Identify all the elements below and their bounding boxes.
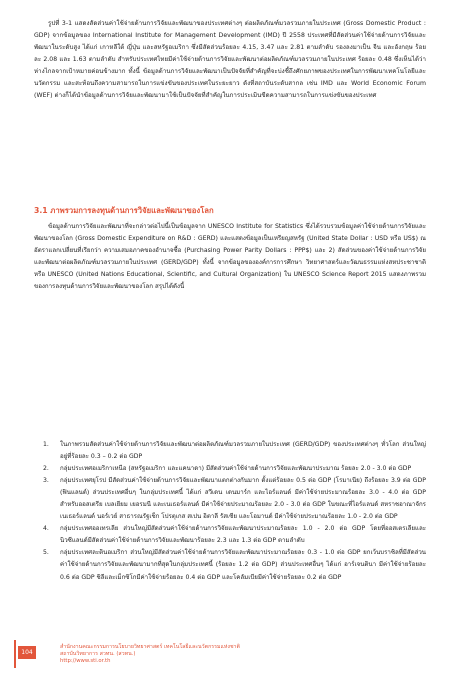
- footer-line-1: สำนักงานคณะกรรมการนโยบายวิทยาศาสตร์ เทคโนโลยีและนวัตกรรมแห่งชาติ: [60, 644, 240, 650]
- list-item: [34, 523, 426, 547]
- section-paragraph: ข้อมูลด้านการวิจัยและพัฒนาที่จะกล่าวต่อไปนี้เป็นข้อมูลจาก UNESCO Institute for Statistics ซึ่งได้รวบรวมข้อมูลค่าใช้จ่ายด้านการวิจัยและพัฒนาของโลก (Gross Domestic Expenditure on R&D : GERD) และแสดงข้อมูลเป็นเหรียญสหรัฐ (United State Dollar : USD หรือ US$) ณ อัตราแลกเปลี่ยนที่เรียกว่า ความเสมอภาคของอำนาจซื้อ (Purchasing Power Parity Dollars : PPP$) และ 2) สัดส่วนของค่าใช้จ่ายด้านการวิจัยและพัฒนาต่อผลิตภัณฑ์มวลรวมภายในประเทศ (GERD/GDP) ทั้งนี้ จากข้อมูลขององค์การการศึกษา วิทยาศาสตร์และวัฒนธรรมแห่งสหประชาชาติ หรือ UNESCO (United Nations Educational, Scientific, and Cultural Organization) ใน UNESCO Science Report 2015 แสดงภาพรวมของการลงทุนด้านการวิจัยและพัฒนาของโลก สรุปได้ดังนี้: [34, 223, 426, 291]
- intro-section: [34, 18, 426, 102]
- list-item-number: 4.: [43, 525, 49, 533]
- findings-list: [34, 439, 426, 584]
- list-item-number: 1.: [43, 441, 49, 448]
- list-item-text: ในภาพรวมสัดส่วนค่าใช้จ่ายด้านการวิจัยและพัฒนาต่อผลิตภัณฑ์มวลรวมภายในประเทศ (GERD/GDP) ของประเทศต่างๆ ทั่วโลก ส่วนใหญ่อยู่ที่ร้อยละ 0.3 – 0.2 ต่อ GDP: [60, 441, 426, 461]
- footer-publisher: [60, 644, 240, 666]
- intro-paragraph: รูปที่ 3-1 แสดงสัดส่วนค่าใช้จ่ายด้านการวิจัยและพัฒนาของประเทศต่างๆ ต่อผลิตภัณฑ์มวลรวมภายในประเทศ (Gross Domestic Product : GDP) จากข้อมูลของ International Institute for Management Development (IMD) ปี 2558 ประเทศที่มีสัดส่วนค่าใช้จ่ายด้านการวิจัยและพัฒนาในระดับสูง ได้แก่ เกาหลีใต้ ญี่ปุ่น และสหรัฐอเมริกา ซึ่งมีสัดส่วนร้อยละ 4.15, 3.47 และ 2.81 ตามลำดับ รองลงมาเป็น จีน และอังกฤษ ร้อยละ 2.08 และ 1.63 ตามลำดับ สำหรับประเทศไทยมีค่าใช้จ่ายด้านการวิจัยและพัฒนาต่อผลิตภัณฑ์มวลรวมภายในประเทศ ร้อยละ 0.48 ซึ่งเห็นได้ว่าห่างไกลจากเป้าหมายค่อนข้างมาก ทั้งนี้ ข้อมูลด้านการวิจัยและพัฒนาเป็นปัจจัยที่สำคัญที่จะบ่งชี้ถึงศักยภาพของประเทศในการพัฒนาเทคโนโลยีและนวัตกรรม และสะท้อนถึงความสามารถในการแข่งขันของประเทศในระยะยาว ดังที่สถาบันระดับสากล เช่น IMD และ World Economic Forum (WEF) ต่างก็ได้นำข้อมูลด้านการวิจัยและพัฒนามาใช้เป็นปัจจัยที่สำคัญในการประเมินขีดความสามารถในการแข่งขันของประเทศ: [34, 20, 426, 100]
- list-item-number: 3.: [43, 477, 49, 485]
- list-item-number: 2.: [43, 465, 49, 473]
- list-item: [34, 463, 426, 475]
- list-item: [34, 439, 426, 463]
- list-item-text: กลุ่มประเทศอเมริกาเหนือ (สหรัฐอเมริกา และแคนาดา) มีสัดส่วนค่าใช้จ่ายด้านการวิจัยและพัฒนาประมาณ ร้อยละ 2.0 - 3.0 ต่อ GDP: [60, 465, 412, 473]
- list-item-text: กลุ่มประเทศละตินอเมริกา ส่วนใหญ่มีสัดส่วนค่าใช้จ่ายด้านการวิจัยและพัฒนาประมาณร้อยละ 0.3 - 1.0 ต่อ GDP ยกเว้นบราซิลที่มีสัดส่วนค่าใช้จ่ายด้านการวิจัยและพัฒนามากที่สุดในกลุ่มประเทศนี้ (ร้อยละ 1.2 ต่อ GDP) ส่วนประเทศอื่นๆ ได้แก่ อาร์เจนตินา มีค่าใช้จ่ายร้อยละ 0.6 ต่อ GDP ชิลีและเม็กซิโกมีค่าใช้จ่ายร้อยละ 0.4 ต่อ GDP และโคลัมเบียมีค่าใช้จ่ายร้อยละ 0.2 ต่อ GDP: [60, 549, 426, 581]
- footer-line-2: สถาบันวิทยาการ สวทน. (สวทน.): [60, 651, 136, 658]
- footer-url[interactable]: http://www.sti.or.th: [60, 658, 111, 665]
- section-heading: 3.1 ภาพรวมการลงทุนด้านการวิจัยและพัฒนาของโลก: [34, 206, 214, 215]
- list-item-text: กลุ่มประเทศยุโรป มีสัดส่วนค่าใช้จ่ายด้านการวิจัยและพัฒนาแตกต่างกันมาก ตั้งแต่ร้อยละ 0.5 ต่อ GDP (โรมาเนีย) ถึงร้อยละ 3.9 ต่อ GDP (ฟินแลนด์) ส่วนประเทศอื่นๆ ในกลุ่มประเทศนี้ ได้แก่ สวีเดน เดนมาร์ก และไอร์แลนด์ มีค่าใช้จ่ายประมาณร้อยละ 3.0 - 4.0 ต่อ GDP สำหรับออสเตรีย เบลเยียม เยอรมนี และเนเธอร์แลนด์ มีค่าใช้จ่ายประมาณร้อยละ 2.0 - 3.0 ต่อ GDP ในขณะที่ไอร์แลนด์ สหราชอาณาจักร เนเธอร์แลนด์ นอร์เวย์ สาธารณรัฐเช็ก โปรตุเกส สเปน อิตาลี รัสเซีย และโอมานด์ มีค่าใช้จ่ายประมาณร้อยละ 1.0 - 2.0 ต่อ GDP: [60, 477, 426, 521]
- footer-accent-bar: [14, 640, 16, 668]
- list-item-text: กลุ่มประเทศออเทรเลีย ส่วนใหญ่มีสัดส่วนค่าใช้จ่ายด้านการวิจัยและพัฒนาประมาณร้อยละ 1.0 - 2.0 ต่อ GDP โดยที่ออสเตรเลียและนิวซีแลนด์มีสัดส่วนค่าใช้จ่ายด้านการวิจัยและพัฒนาร้อยละ 2.3 และ 1.3 ต่อ GDP ตามลำดับ: [60, 525, 426, 545]
- section-body: [34, 221, 426, 293]
- list-item: [34, 475, 426, 523]
- list-item-number: 5.: [43, 549, 49, 557]
- list-item: [34, 547, 426, 583]
- page-number: 104: [18, 646, 36, 659]
